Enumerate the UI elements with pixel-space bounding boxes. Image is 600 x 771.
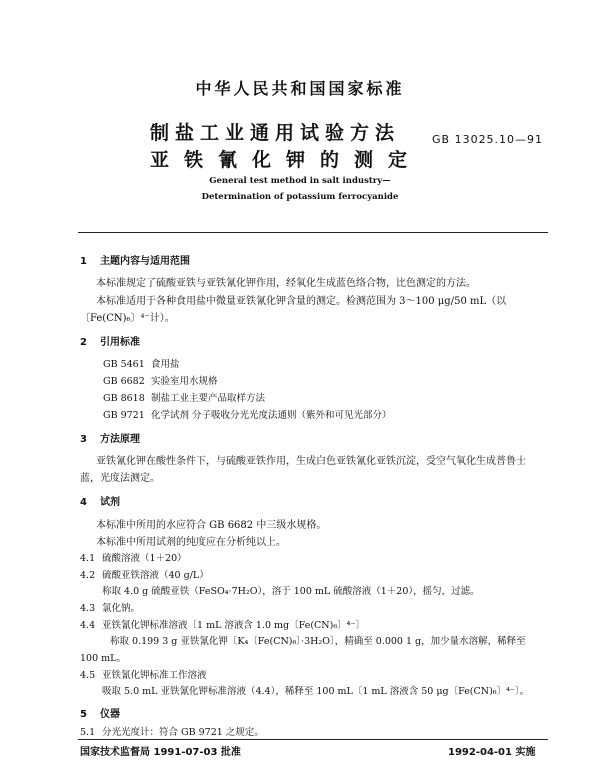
section-3-heading [80, 430, 140, 445]
section-2-number: 2 [80, 337, 87, 348]
section-4-paragraph-2: 本标准中所用试剂的纯度应在分析纯以上。 [96, 537, 286, 548]
instrument-number: 5.1 [80, 727, 96, 738]
reagent-4-5-detail: 吸取 5.0 mL 亚铁氰化钾标准溶液（4.4），稀释至 100 mL〔1 mL 溶液含 50 μg〔Fe(CN)₆〕⁴⁻〕。 [102, 686, 530, 697]
section-3-number: 3 [80, 434, 87, 445]
instrument-text: 分光光度计：符合 GB 9721 之规定。 [102, 727, 264, 738]
reagent-text: 氯化钠。 [102, 603, 141, 614]
reference-item [103, 407, 392, 421]
section-4-paragraph-1: 本标准中所用的水应符合 GB 6682 中三级水规格。 [96, 520, 327, 531]
section-2-title: 引用标准 [100, 337, 140, 348]
standard-number: GB 13025.10—91 [432, 133, 544, 146]
reagent-text: 亚铁氰化钾标准工作溶液 [102, 670, 207, 681]
section-1-title: 主题内容与适用范围 [100, 256, 190, 267]
reagent-number: 4.1 [80, 553, 96, 564]
reagent-4-4-detail-b: 100 mL。 [80, 653, 126, 664]
section-3-paragraph-a: 亚铁氰化钾在酸性条件下，与硫酸亚铁作用，生成白色亚铁氰化亚铁沉淀，受空气氧化生成普鲁士 [96, 456, 526, 467]
reagent-4-1 [80, 550, 187, 564]
section-1-paragraph-2b: 〔Fe(CN)₆〕⁴⁻计）。 [80, 313, 175, 324]
reagent-text: 亚铁氰化钾标准溶液〔1 mL 溶液含 1.0 mg〔Fe(CN)₆〕⁴⁻〕 [102, 620, 365, 631]
section-2-heading [80, 333, 140, 348]
issuer-heading: 中华人民共和国国家标准 [195, 79, 405, 98]
reagent-text: 硫酸亚铁溶液（40 g/L） [102, 570, 209, 581]
reference-item [103, 373, 218, 387]
section-1-paragraph-1: 本标准规定了硫酸亚铁与亚铁氰化钾作用，经氧化生成蓝色络合物，比色测定的方法。 [96, 278, 476, 289]
section-4-title: 试剂 [100, 497, 120, 508]
section-1-heading [80, 252, 190, 267]
reagent-4-3 [80, 600, 140, 614]
reagent-number: 4.3 [80, 603, 96, 614]
title-line-1: 制盐工业通用试验方法 [150, 122, 401, 144]
english-title-line-1: General test method in salt industry— [209, 176, 391, 186]
section-5-heading [80, 705, 120, 720]
section-3-title: 方法原理 [100, 434, 140, 445]
reagent-4-2-detail: 称取 4.0 g 硫酸亚铁（FeSO₄·7H₂O），溶于 100 mL 硫酸溶液（1＋20），摇匀，过滤。 [102, 586, 480, 597]
footer-divider [78, 739, 548, 740]
title-line-2: 亚铁氰化钾的测定 [150, 149, 423, 171]
reference-name: 化学试剂 分子吸收分光光度法通则（紫外和可见光部分） [151, 410, 392, 421]
reference-code: GB 8618 [103, 393, 145, 404]
reference-name: 制盐工业主要产品取样方法 [151, 393, 266, 404]
reagent-number: 4.4 [80, 620, 96, 631]
reagent-text: 硫酸溶液（1＋20） [102, 553, 187, 564]
reference-code: GB 6682 [103, 376, 145, 387]
reference-code: GB 9721 [103, 410, 145, 421]
implementation-date: 1992-04-01 实施 [448, 747, 536, 758]
title-divider [78, 232, 548, 233]
approval-statement: 国家技术监督局 1991-07-03 批准 [80, 747, 241, 758]
section-1-number: 1 [80, 256, 87, 267]
reference-name: 食用盐 [151, 359, 180, 370]
reagent-4-2 [80, 567, 209, 581]
reference-code: GB 5461 [103, 359, 145, 370]
english-title-line-2: Determination of potassium ferrocyanide [201, 192, 399, 202]
section-1-paragraph-2a: 本标准适用于各种食用盐中微量亚铁氰化钾含量的测定。检测范围为 3～100 μg/50 mL（以 [96, 296, 507, 307]
section-5-number: 5 [80, 709, 87, 720]
reference-item [103, 356, 180, 370]
reagent-number: 4.2 [80, 570, 96, 581]
instrument-5-1 [80, 724, 264, 738]
reagent-4-4 [80, 617, 365, 631]
section-5-title: 仪器 [100, 709, 120, 720]
reagent-number: 4.5 [80, 670, 96, 681]
section-4-number: 4 [80, 497, 87, 508]
reference-name: 实验室用水规格 [151, 376, 218, 387]
section-4-heading [80, 493, 120, 508]
section-3-paragraph-b: 蓝，光度法测定。 [80, 473, 160, 484]
reference-item [103, 390, 265, 404]
reagent-4-5 [80, 667, 207, 681]
reagent-4-4-detail-a: 称取 0.199 3 g 亚铁氰化钾〔K₄〔Fe(CN)₆〕·3H₂O〕，精确至 0.000 1 g，加少量水溶解，稀释至 [110, 636, 526, 647]
